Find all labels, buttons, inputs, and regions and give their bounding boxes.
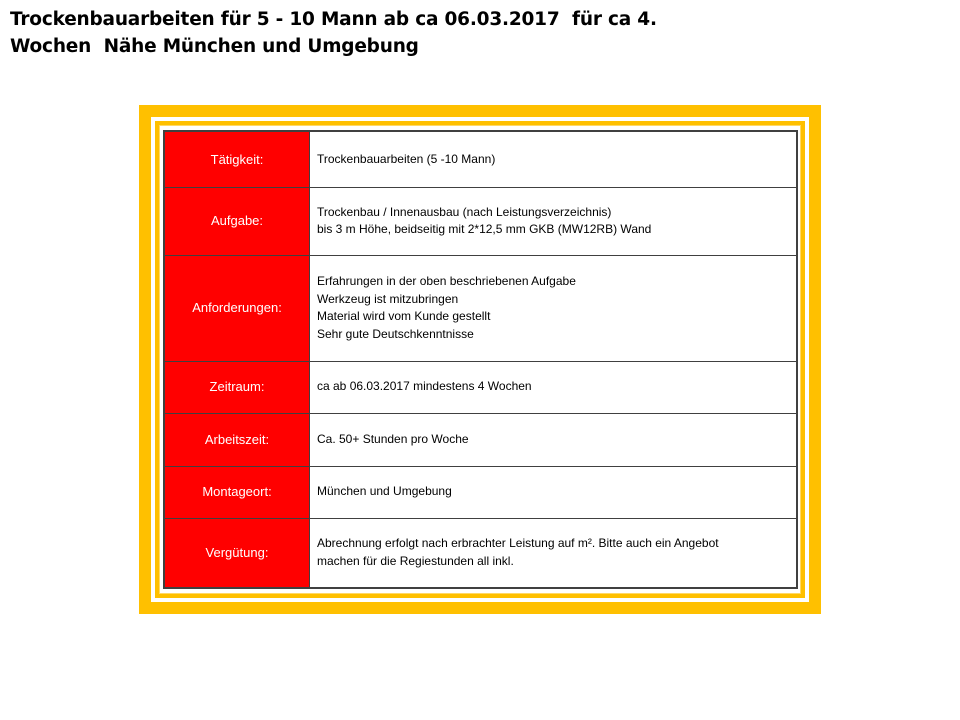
row-label: Arbeitszeit: bbox=[164, 413, 310, 466]
value-line: Trockenbau / Innenausbau (nach Leistungsverzeichnis) bbox=[317, 204, 612, 219]
table-row-arbeitszeit bbox=[164, 413, 797, 466]
value-line: Sehr gute Deutschkenntnisse bbox=[317, 326, 474, 341]
table-row-taetigkeit bbox=[164, 131, 797, 187]
value-line: Werkzeug ist mitzubringen bbox=[317, 291, 459, 306]
row-label: Vergütung: bbox=[164, 518, 310, 588]
table-row-zeitraum bbox=[164, 361, 797, 413]
table-row-verguetung bbox=[164, 518, 797, 588]
value-line: ca ab 06.03.2017 mindestens 4 Wochen bbox=[317, 379, 532, 394]
value-line: Ca. 50+ Stunden pro Woche bbox=[317, 431, 469, 446]
row-value bbox=[310, 187, 798, 255]
title-line-2: Wochen Nähe München und Umgebung bbox=[10, 36, 419, 57]
job-info-table bbox=[163, 130, 798, 589]
value-line: machen für die Regiestunden all inkl. bbox=[317, 553, 514, 568]
row-label: Aufgabe: bbox=[164, 187, 310, 255]
row-label: Montageort: bbox=[164, 466, 310, 518]
row-value bbox=[310, 361, 798, 413]
row-label: Tätigkeit: bbox=[164, 131, 310, 187]
value-line: Abrechnung erfolgt nach erbrachter Leistung auf m². Bitte auch ein Angebot bbox=[317, 536, 719, 551]
row-label: Anforderungen: bbox=[164, 255, 310, 361]
table-row-anforderungen bbox=[164, 255, 797, 361]
table-row-montageort bbox=[164, 466, 797, 518]
row-value bbox=[310, 466, 798, 518]
row-label: Zeitraum: bbox=[164, 361, 310, 413]
table-row-aufgabe bbox=[164, 187, 797, 255]
value-line: Erfahrungen in der oben beschriebenen Aufgabe bbox=[317, 274, 576, 288]
row-value bbox=[310, 518, 798, 588]
row-value bbox=[310, 255, 798, 361]
row-value bbox=[310, 413, 798, 466]
page-title bbox=[10, 6, 940, 60]
value-line: Trockenbauarbeiten (5 -10 Mann) bbox=[317, 151, 496, 166]
value-line: Material wird vom Kunde gestellt bbox=[317, 309, 491, 323]
title-line-1: Trockenbauarbeiten für 5 - 10 Mann ab ca 06.03.2017 für ca 4. bbox=[10, 9, 657, 30]
row-value bbox=[310, 131, 798, 187]
value-line: bis 3 m Höhe, beidseitig mit 2*12,5 mm GKB (MW12RB) Wand bbox=[317, 222, 652, 236]
value-line: München und Umgebung bbox=[317, 484, 452, 499]
